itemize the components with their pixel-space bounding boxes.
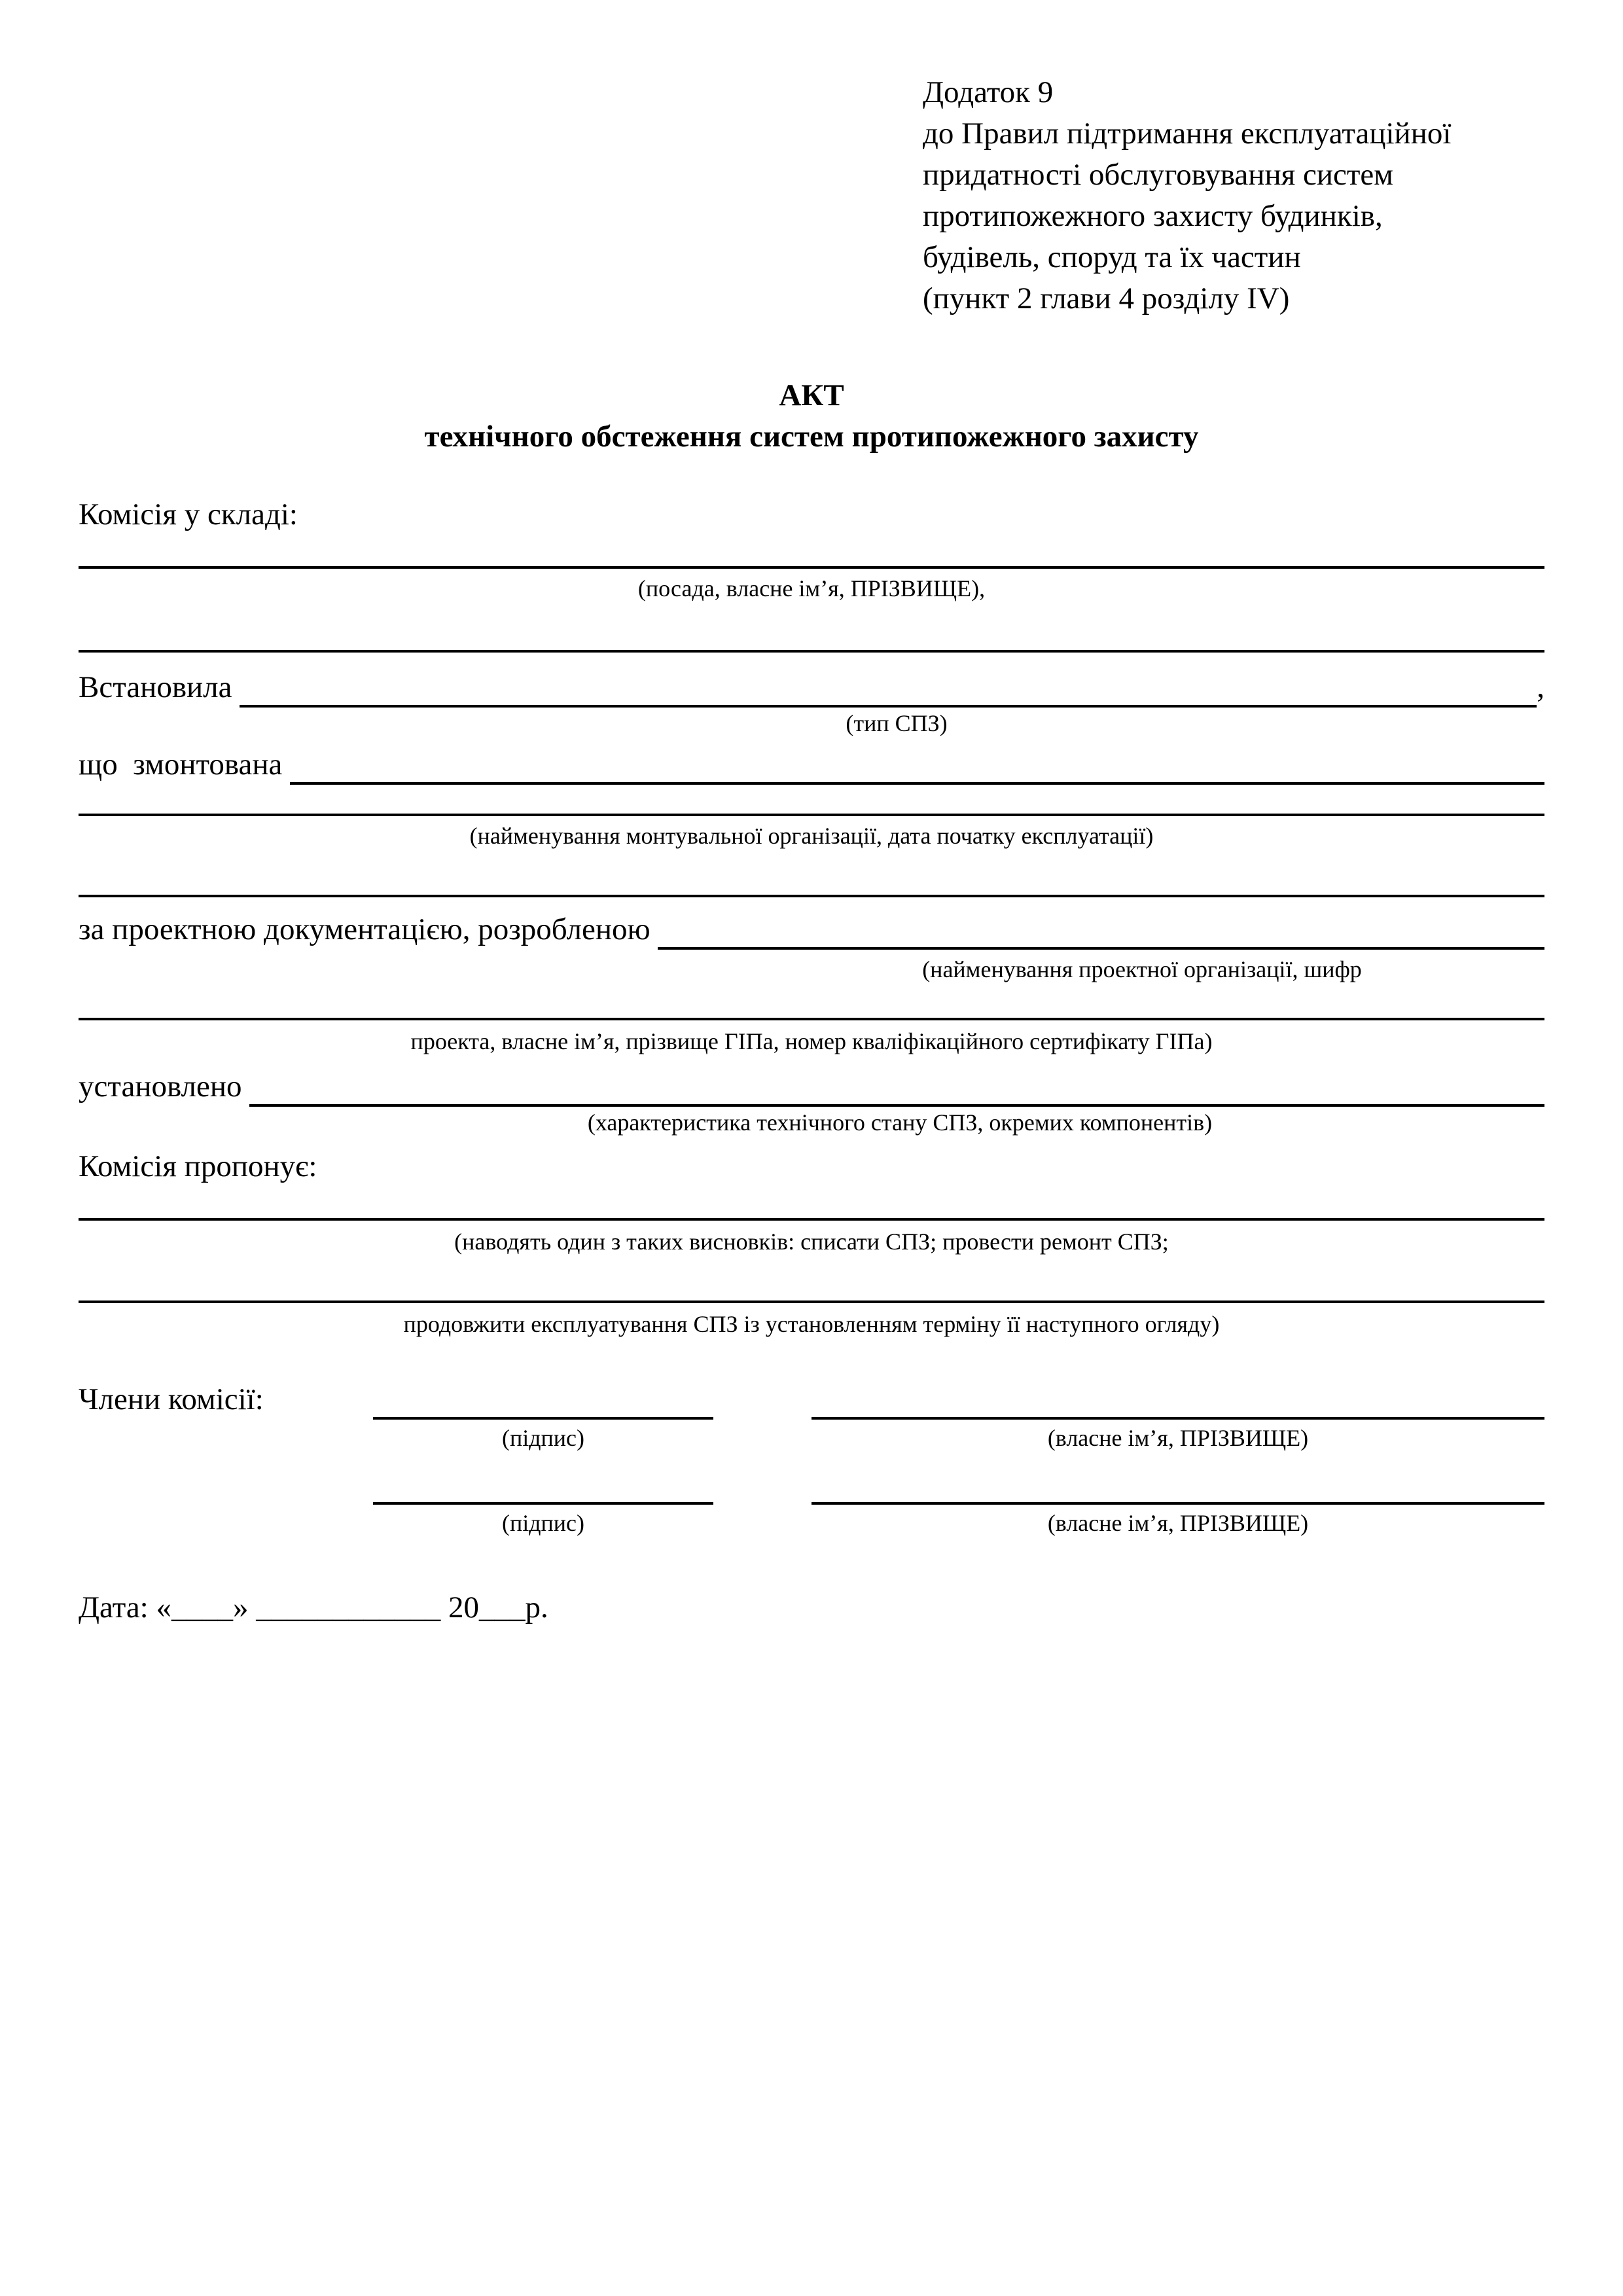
signature-blank-1 (373, 1382, 713, 1420)
signature-name-blank-1 (812, 1382, 1544, 1420)
established-label: Встановила (79, 670, 240, 704)
caption-row-mounting-org (79, 821, 1544, 850)
signatures-label: Члени комісії: (79, 1382, 264, 1416)
caption-conclusion-line1: (наводять один з таких висновків: списати СПЗ; провести ремонт СПЗ; (454, 1229, 1169, 1255)
document-subtitle: технічного обстеження систем протипожежного захисту (424, 420, 1199, 454)
caption-spacer (79, 1108, 255, 1137)
caption-spacer (79, 709, 249, 738)
found-row (79, 1066, 1544, 1107)
blank-line-mounting-org (79, 785, 1544, 816)
blank-line-conclusion-1 (79, 1187, 1544, 1221)
signature-blank-2 (373, 1467, 713, 1505)
caption-spacer (713, 1424, 812, 1452)
caption-spacer (79, 1509, 373, 1537)
project-doc-row (79, 909, 1544, 950)
caption-row-position (79, 574, 1544, 603)
established-row (79, 667, 1544, 708)
caption-name-2: (власне ім’я, ПРІЗВИЩЕ) (1047, 1510, 1309, 1536)
blank-line-commission-1 (79, 535, 1544, 569)
caption-row-spz-type (79, 709, 1544, 738)
document-title: АКТ (779, 378, 844, 412)
signature-captions-2 (79, 1509, 1544, 1537)
caption-signature-1: (підпис) (501, 1425, 585, 1451)
commission-intro: Комісія у складі: (79, 497, 298, 531)
blank-line-conclusion-2 (79, 1269, 1544, 1303)
signature-name-blank-2 (812, 1467, 1544, 1505)
commission-proposes: Комісія пропонує: (79, 1149, 317, 1183)
caption-spacer (713, 1509, 812, 1537)
caption-spz-type: (тип СПЗ) (846, 710, 948, 736)
caption-spacer (79, 955, 740, 984)
caption-position-name: (посада, власне ім’я, ПРІЗВИЩЕ), (637, 575, 986, 601)
signature-captions-1 (79, 1424, 1544, 1452)
caption-conclusion-line2: продовжити експлуатування СПЗ із установленням терміну її наступного огляду) (403, 1311, 1220, 1337)
blank-line-commission-2 (79, 619, 1544, 653)
signature-row-1 (79, 1379, 1544, 1420)
mounted-label: що змонтована (79, 747, 291, 781)
caption-row-conclusion-2 (79, 1310, 1544, 1338)
project-doc-blank (658, 912, 1544, 950)
blank-line-extra (79, 863, 1544, 897)
project-doc-label: за проектною документацією, розробленою (79, 912, 658, 946)
signature-row-2 (79, 1467, 1544, 1505)
mounted-row (79, 744, 1544, 785)
blank-line-project-org (79, 986, 1544, 1020)
appendix-line: Додаток 9 (923, 75, 1054, 109)
document-title-block (79, 375, 1544, 457)
established-comma: , (1537, 670, 1544, 704)
appendix-line: до Правил підтримання експлуатаційної (923, 117, 1452, 151)
mounted-blank (290, 747, 1544, 785)
found-blank (249, 1069, 1544, 1107)
appendix-line: (пункт 2 глави 4 розділу IV) (923, 281, 1290, 315)
appendix-reference-block (923, 72, 1544, 319)
appendix-line: придатності обслуговування систем (923, 158, 1393, 192)
date-line: Дата: «____» ____________ 20___р. (79, 1590, 548, 1624)
caption-row-conclusion-1 (79, 1227, 1544, 1256)
caption-spacer (79, 1424, 373, 1452)
caption-project-org-line1: (найменування проектної організації, шифр (922, 956, 1362, 982)
found-label: установлено (79, 1069, 250, 1103)
caption-row-project-org-2 (79, 1027, 1544, 1056)
caption-name-1: (власне ім’я, ПРІЗВИЩЕ) (1047, 1425, 1309, 1451)
appendix-line: будівель, споруд та їх частин (923, 240, 1301, 274)
caption-mounting-org: (найменування монтувальної організації, дата початку експлуатації) (469, 823, 1154, 849)
caption-project-org-line2: проекта, власне ім’я, прізвище ГІПа, номер кваліфікаційного сертифікату ГІПа) (410, 1028, 1213, 1054)
caption-row-project-org-1 (79, 955, 1544, 984)
caption-row-tech-state (79, 1108, 1544, 1137)
appendix-line: протипожежного захисту будинків, (923, 199, 1383, 233)
established-blank (240, 670, 1537, 708)
caption-tech-state: (характеристика технічного стану СПЗ, окремих компонентів) (587, 1109, 1213, 1136)
caption-signature-2: (підпис) (501, 1510, 585, 1536)
